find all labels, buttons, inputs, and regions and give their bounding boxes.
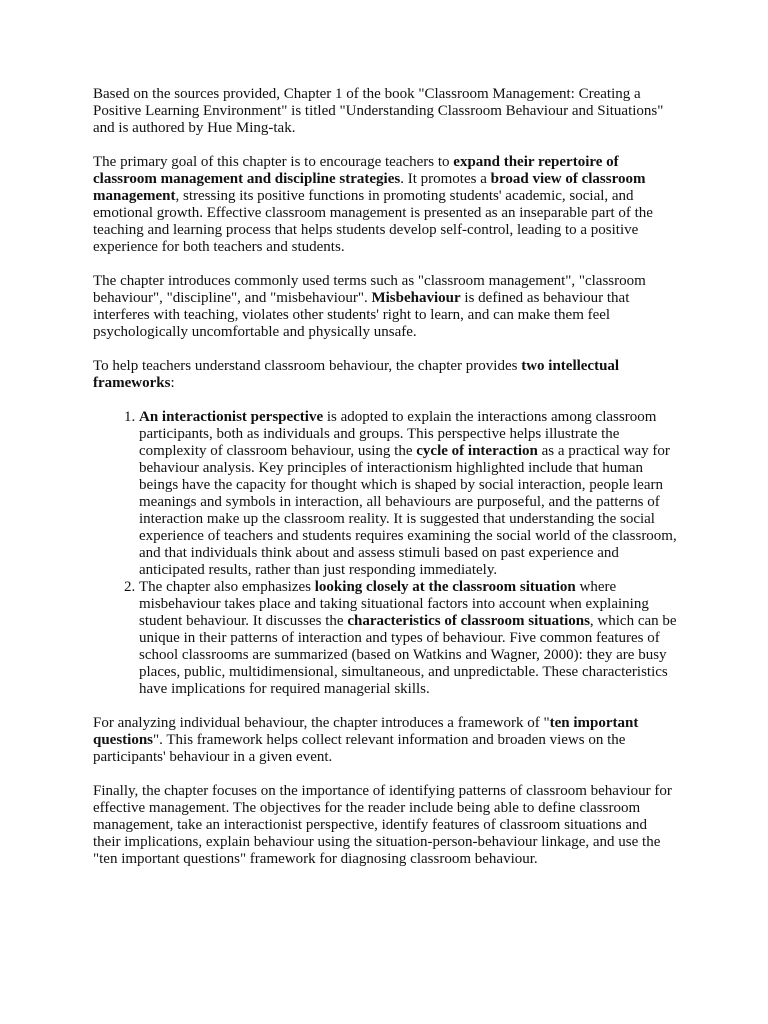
bold-phrase: Misbehaviour — [371, 290, 461, 306]
text-span: , which can be unique in their patterns of interaction and types of behaviour. Five common features of school classrooms are summarized (based on Watkins and Wagner, 2000): they are busy places, public, multidimensional, simultaneous, and unpredictable. These characteristics have implications for required managerial skills. — [139, 613, 677, 697]
paragraph-primary-goal — [93, 154, 678, 256]
text-span: : — [170, 375, 175, 391]
text-span: For analyzing individual behaviour, the chapter introduces a framework of " — [93, 715, 550, 731]
bold-phrase: expand their repertoire of classroom management and discipline strategies — [93, 154, 619, 187]
text-span: as a practical way for behaviour analysis. Key principles of interactionism highlighted include that human beings have the capacity for thought which is shaped by social interaction, people learn meanings and symbols in interaction, all behaviours are purposeful, and the patterns of interaction make up the classroom reality. It is suggested that understanding the social experience of teachers and students requires examining the social world of the classroom, and that individuals think about and assess stimuli based on past experience and anticipated results, rather than just responding immediately. — [139, 443, 677, 578]
bold-phrase: broad view of classroom management — [93, 171, 646, 204]
list-item — [139, 579, 678, 698]
text-span: The chapter also emphasizes — [139, 579, 315, 595]
text-span: To help teachers understand classroom behaviour, the chapter provides — [93, 358, 522, 374]
paragraph-frameworks-intro — [93, 358, 678, 392]
bold-phrase: An interactionist perspective — [139, 409, 324, 425]
document-body — [93, 86, 678, 885]
list-item — [139, 409, 678, 579]
text-span: ". This framework helps collect relevant information and broaden views on the participants' behaviour in a given event. — [93, 732, 626, 765]
paragraph-intro — [93, 86, 678, 137]
text-span: where misbehaviour takes place and taking situational factors into account when explaining student behaviour. It discusses the — [139, 579, 649, 629]
text-span: Finally, the chapter focuses on the importance of identifying patterns of classroom behaviour for effective management. The objectives for the reader include being able to define classroom management, take an interactionist perspective, identify features of classroom situations and their implications, explain behaviour using the situation-person-behaviour linkage, and use the "ten important questions" framework for diagnosing classroom behaviour. — [93, 783, 672, 867]
bold-phrase: characteristics of classroom situations — [347, 613, 590, 629]
paragraph-conclusion — [93, 783, 678, 868]
text-span: Based on the sources provided, Chapter 1 of the book "Classroom Management: Creating a Positive Learning Environment" is titled "Understanding Classroom Behaviour and Situations" and is authored by Hue Ming-tak. — [93, 86, 664, 136]
text-span: The primary goal of this chapter is to encourage teachers to — [93, 154, 454, 170]
bold-phrase: ten important questions — [93, 715, 639, 748]
bold-phrase: two intellectual frameworks — [93, 358, 620, 391]
paragraph-ten-questions — [93, 715, 678, 766]
text-span: . It promotes a — [400, 171, 491, 187]
bold-phrase: cycle of interaction — [416, 443, 538, 459]
text-span: is defined as behaviour that interferes with teaching, violates other students' right to learn, and can make them feel psychologically uncomfortable and physically unsafe. — [93, 290, 630, 340]
bold-phrase: looking closely at the classroom situation — [314, 579, 576, 595]
paragraph-terms — [93, 273, 678, 341]
frameworks-list — [93, 409, 678, 698]
text-span: , stressing its positive functions in promoting students' academic, social, and emotional growth. Effective classroom management is presented as an inseparable part of the teaching and learning process that helps students develop self-control, leading to a positive experience for both teachers and students. — [93, 188, 653, 255]
text-span: The chapter introduces commonly used terms such as "classroom management", "classroom behaviour", "discipline", and "misbehaviour". — [93, 273, 646, 306]
text-span: is adopted to explain the interactions among classroom participants, both as individuals and groups. This perspective helps illustrate the complexity of classroom behaviour, using the — [139, 409, 657, 459]
